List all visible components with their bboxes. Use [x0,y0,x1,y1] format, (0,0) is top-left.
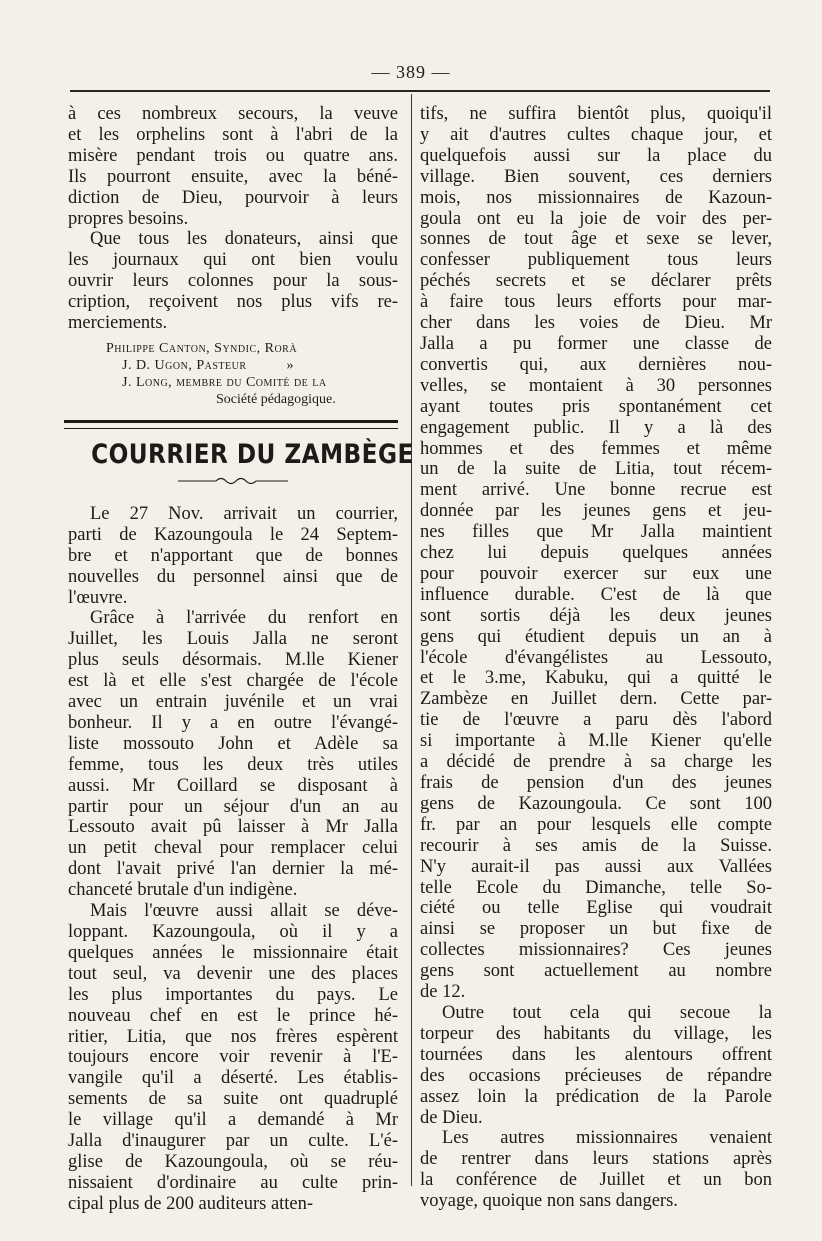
text-line: liste mossouto John et Adèle sa [68,733,398,754]
text-line: goula ont eu la joie de voir des per- [420,208,772,229]
text-line: a décidé de prendre à sa charge les [420,752,772,773]
text-line: velles, se montaient à 30 personnes [420,375,772,396]
text-line: village. Bien souvent, ces derniers [420,166,772,187]
text-line: gens de Kazoungoula. Ce sont 100 [420,793,772,814]
text-line: diction de Dieu, pourvoir à leurs [68,187,398,208]
text-line: quelquefois aussi sur la place du [420,145,772,166]
courrier-paragraph-3 [68,901,398,1215]
text-line: engagement public. Il y a là des [420,417,772,438]
text-line: dont l'avait privé l'an dernier la mé- [68,859,398,880]
text-line: la conférence de Juillet et un bon [420,1170,772,1191]
text-line: cher dans les voies de Dieu. Mr [420,313,772,334]
text-line: ciété ou telle Eglise qui voudrait [420,898,772,919]
intro-paragraph [68,104,398,229]
text-line: loppant. Kazoungoula, où il y a [68,922,398,942]
text-line: chez lui depuis quelques années [420,543,772,564]
text-line: N'y aurait-il pas aussi aux Vallées [420,856,772,877]
text-line: parti de Kazoungoula le 24 Septem- [68,524,398,545]
text-line: ainsi se proposer un but fixe de [420,919,772,940]
text-line: bre et n'apportant que de bonnes [68,545,398,566]
text-line: tout seul, va devenir une des places [68,963,398,984]
text-line: nouveau chef en est le prince hé- [68,1005,398,1026]
text-line: Jalla a pu former une classe de [420,333,772,354]
text-line: Zambèze en Juillet dern. Cette par- [420,689,772,710]
text-line: les journaux qui ont bien voulu [68,250,398,271]
text-line: torpeur des habitants du village, les [420,1023,772,1044]
courrier-paragraph-2 [68,608,398,901]
thanks-paragraph [68,229,398,334]
text-line: confesser publiquement tous leurs [420,250,772,271]
text-line: est là et elle s'est chargée de l'école [68,671,398,692]
text-line: et les orphelins sont à l'abri de la [68,124,398,145]
text-line: si importante à M.lle Kiener qu'elle [420,731,772,752]
text-line: recourir à ses amis de la Suisse. [420,835,772,856]
signature-line-4: Société pédagogique. [216,391,336,407]
text-line: plus seuls désormais. M.lle Kiener [68,650,398,671]
text-line: péchés secrets et se déclarer prêts [420,271,772,292]
column-separator [411,94,412,1186]
text-line: quelques années le missionnaire était [68,942,398,963]
text-line: propres besoins. [68,208,189,229]
text-line: avec un entrain juvénile et un vrai [68,692,398,713]
text-line: l'école d'évangélistes au Lessouto, [420,647,772,668]
text-line: Juillet, les Louis Jalla ne seront [68,629,398,650]
text-line: des occasions précieuses de répandre [420,1065,772,1086]
text-line: Grâce à l'arrivée du renfort en [90,608,398,629]
text-line: gens qui étudient depuis un an à [420,626,772,647]
text-line: ouvrir leurs colonnes pour la sous- [68,271,398,292]
text-line: Que tous les donateurs, ainsi que [90,229,398,250]
text-line: le village qu'il a demandé à Mr [68,1110,398,1131]
text-line: telle Ecole du Dimanche, telle So- [420,877,772,898]
text-line: nouvelles du personnel ainsi que de [68,566,398,587]
signature-line-3: J. Long, membre du Comité de la [122,374,327,390]
text-line: de rentrer dans leurs stations après [420,1149,772,1170]
right-paragraph-3 [420,1128,772,1212]
text-line: ritier, Litia, que nos frères espèrent [68,1026,398,1047]
text-line: toujours encore voir revenir à l'E- [68,1047,398,1068]
text-line: influence durable. C'est de là que [420,584,772,605]
text-line: de 12. [420,982,466,1003]
text-line: et le 3.me, Kabuku, qui a quitté le [420,668,772,689]
right-paragraph-2 [420,1003,772,1128]
text-line: Ils pourront ensuite, avec la béné- [68,166,398,187]
text-line: femme, tous les deux très utiles [68,754,398,775]
text-line: Mais l'œuvre aussi allait se déve- [90,901,398,922]
section-divider [64,420,398,429]
text-line: donnée par les jeunes gens et jeu- [420,501,772,522]
text-line: Le 27 Nov. arrivait un courrier, [90,503,398,524]
courrier-paragraph-1 [68,504,398,609]
text-line: Jalla d'inaugurer par un culte. L'é- [68,1131,398,1152]
signature-line-2: J. D. Ugon, Pasteur » [122,357,295,373]
text-line: mois, nos missionnaires de Kazoun- [420,187,772,208]
text-line: Lessouto avait pû laisser à Mr Jalla [68,817,398,838]
right-paragraph-1 [420,104,772,1003]
text-line: chanceté brutale d'un indigène. [68,880,298,901]
text-line: les plus importantes du pays. Le [68,984,398,1005]
text-line: tournées dans les alentours offrent [420,1044,772,1065]
signatures-block [68,340,398,408]
text-line: bonheur. Il y a en outre l'évangé- [68,712,398,733]
header-rule [70,90,770,92]
text-line: hommes et des femmes et même [420,438,772,459]
text-line: ment arrivé. Une bonne recrue est [420,480,772,501]
text-line: y ait d'autres cultes chaque jour, et [420,124,772,145]
text-line: partir pour un séjour d'un an au [68,796,398,817]
text-line: Les autres missionnaires venaient [442,1128,772,1149]
section-title: COURRIER DU ZAMBÈGE [91,438,414,470]
text-line: vangile qu'il a déserté. Les établis- [68,1068,398,1089]
text-line: convertis qui, aux dernières nou- [420,354,772,375]
signature-line-1: Philippe Canton, Syndic, Rorà [106,340,298,356]
text-line: fr. par an pour lesquels elle compte [420,814,772,835]
text-line: merciements. [68,313,168,334]
text-line: sont sortis déjà les deux jeunes [420,605,772,626]
text-line: tifs, ne suffira bientôt plus, quoiqu'il [420,104,772,124]
text-line: nes filles que Mr Jalla maintient [420,522,772,543]
text-line: assez loin la prédication de la Parole [420,1086,772,1107]
text-line: l'œuvre. [68,587,128,608]
text-line: sonnes de tout âge et sexe se lever, [420,229,772,250]
text-line: nissaient d'ordinaire au culte prin- [68,1172,398,1193]
page-number: — 389 — [371,62,451,82]
text-line: à ces nombreux secours, la veuve [68,104,398,124]
right-column [420,104,772,1212]
text-line: Outre tout cela qui secoue la [442,1002,772,1023]
text-line: frais de pension d'un des jeunes [420,773,772,793]
text-line: glise de Kazoungoula, où se réu- [68,1151,398,1172]
text-line: gens sont actuellement au nombre [420,961,772,982]
left-column [68,104,414,1215]
text-line: de Dieu. [420,1107,483,1128]
text-line: un petit cheval pour remplacer celui [68,838,398,859]
text-line: misère pendant trois ou quatre ans. [68,145,398,166]
text-line: un de la suite de Litia, tout récem- [420,459,772,480]
text-line: aussi. Mr Coillard se disposant à [68,775,398,796]
text-line: pour pouvoir exercer sur eux une [420,563,772,584]
text-line: collectes missionnaires? Ces jeunes [420,940,772,961]
text-line: à faire tous leurs efforts pour mar- [420,292,772,313]
text-line: ayant toutes pris spontanément cet [420,396,772,417]
text-line: cription, reçoivent nos plus vifs re- [68,292,398,313]
text-line: tie de l'œuvre a paru dès l'abord [420,710,772,731]
text-line: sements de sa suite ont quadruplé [68,1089,398,1110]
text-line: cipal plus de 200 auditeurs atten- [68,1193,314,1214]
ornament-flourish [68,472,398,486]
text-line: voyage, quoique non sans dangers. [420,1191,678,1212]
